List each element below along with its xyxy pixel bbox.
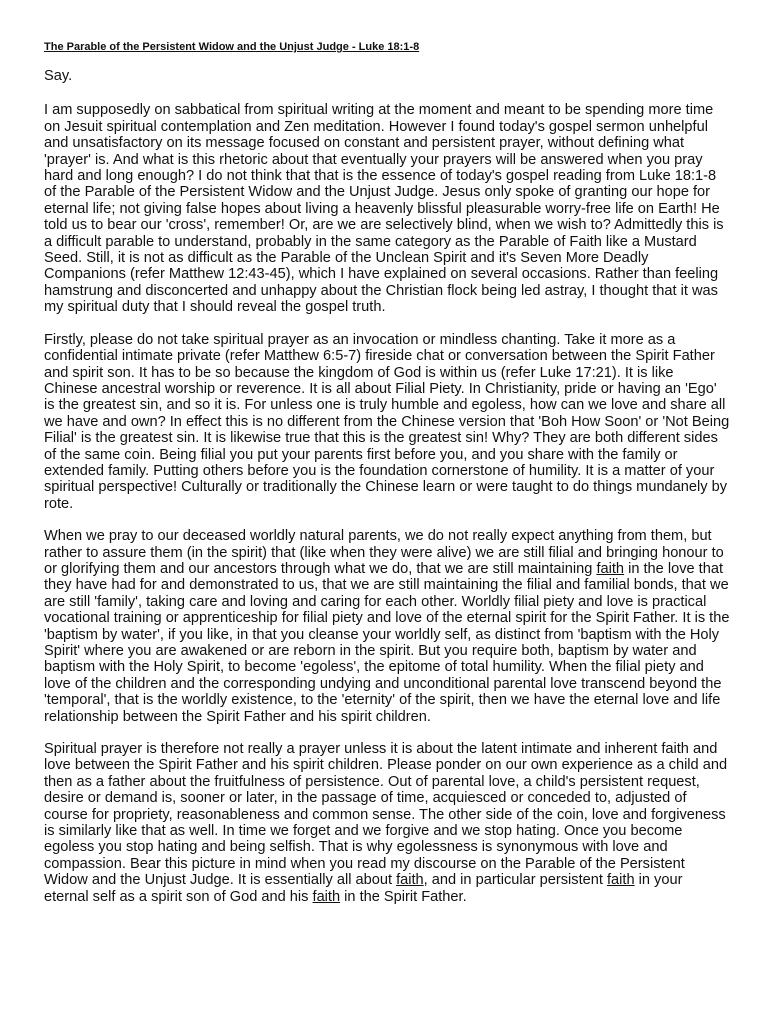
paragraph-2 — [44, 332, 730, 512]
paragraph-text: in the love that they have had for and demonstrated to us, that we are still maintaining the filial and familial bonds, that we are still 'family', taking care and loving and caring for each other. Worldly filial piety and love is practical vocational training or apprenticeship for filial piety and love of the eternal spirit for the Spirit Father. It is the 'baptism by water', if you like, in that you cleanse your worldly self, as distinct from 'baptism with the Holy Spirit' where you are awakened or are reborn in the spirit. But you require both, baptism by water and baptism with the Holy Spirit, to become 'egoless', the epitome of total humility. When the filial piety and love of the children and the corresponding undying and unconditional parental love transcend beyond the 'temporal', that is the worldly existence, to the 'eternity' of the spirit, then we have the eternal love and life relationship between the Spirit Father and his spirit children. — [44, 560, 730, 725]
paragraph-text: Spiritual prayer is therefore not really a prayer unless it is about the latent intimate and inherent faith and love between the Spirit Father and his spirit children. Please ponder on our own experience as a child and then as a father about the fruitfulness of persistence. Out of parental love, a child's persistent request, desire or demand is, sooner or later, in the passage of time, acquiesced or conceded to, adjusted of course for propriety, reasonableness and common sense. The other side of the coin, love and forgiveness is similarly like that as well. In time we forget and we forgive and we stop hating. Once you become egoless you stop hating and being selfish. That is why egolessness is synonymous with love and compassion. Bear this picture in mind when you read my discourse on the Parable of the Persistent Widow and the Unjust Judge. It is essentially all about — [44, 741, 728, 889]
paragraph-text: I am supposedly on sabbatical from spiritual writing at the moment and meant to be spending more time on Jesuit spiritual contemplation and Zen meditation. However I found today's gospel sermon unhelpful and unsatisfactory on its message focused on constant and persistent prayer, without defining what 'prayer' is. And what is this rhetoric about that eventually your prayers will be answered when you pray hard and long enough? I do not think that that is the essence of today's gospel reading from Luke 18:1-8 of the Parable of the Persistent Widow and the Unjust Judge. Jesus only spoke of granting our hope for eternal life; not giving false hopes about living a heavenly blissful pleasurable worry-free life on Earth! He told us to bear our 'cross', remember! Or, are we are selectively blind, when we wish to? Admittedly this is a difficult parable to understand, probably in the same category as the Parable of Faith like a Mustard Seed. Still, it is not as difficult as the Parable of the Unclean Spirit and it's Seven More Deadly Companions (refer Matthew 12:43-45), which I have explained on several occasions. Rather than feeling hamstrung and disconcerted and unhappy about the Christian flock being led astray, I thought that it was my spiritual duty that I should reveal the gospel truth. — [44, 102, 724, 316]
paragraph-3 — [44, 528, 730, 725]
paragraph-text: Firstly, please do not take spiritual prayer as an invocation or mindless chanting. Take it more as a confidential intimate private (refer Matthew 6:5-7) fireside chat or conversation between the Spirit Father and spirit son. It has to be so because the kingdom of God is within us (refer Luke 17:21). It is like Chinese ancestral worship or reverence. It is all about Filial Piety. In Christianity, pride or having an 'Ego' is the greatest sin, and so it is. For unless one is truly humble and egoless, how can we love and share all we have and own? In effect this is no different from the Chinese version that 'Boh How Soon' or 'Not Being Filial' is the greatest sin. It is likewise true that this is the greatest sin! Why? They are both different sides of the same coin. Being filial you put your parents first before you, and you share with the family or extended family. Putting others before you is the foundation cornerstone of humility. It is a matter of your spiritual perspective! Culturally or traditionally the Chinese learn or were taught to do things mundanely by rote. — [44, 331, 730, 512]
document-title: The Parable of the Persistent Widow and the Unjust Judge - Luke 18:1-8 — [44, 41, 420, 53]
paragraph-text: , and in particular persistent — [423, 872, 607, 889]
underlined-word: faith — [606, 872, 635, 889]
paragraph-text: in your eternal self as a spirit son of God and his — [44, 872, 683, 905]
underlined-word: faith — [596, 560, 625, 577]
paragraph-4 — [44, 741, 730, 905]
underlined-word: faith — [396, 872, 424, 889]
paragraph-text: When we pray to our deceased worldly natural parents, we do not really expect anything from them, but rather to assure them (in the spirit) that (like when they were alive) we are still filial and bringing honour to or glorifying them and our ancestors through what we do, that we are still maintaining — [44, 528, 724, 577]
paragraph-text: in the Spirit Father. — [340, 888, 467, 905]
underlined-word: faith — [312, 888, 341, 905]
greeting: Say. — [44, 68, 73, 84]
paragraph-1 — [44, 102, 730, 315]
